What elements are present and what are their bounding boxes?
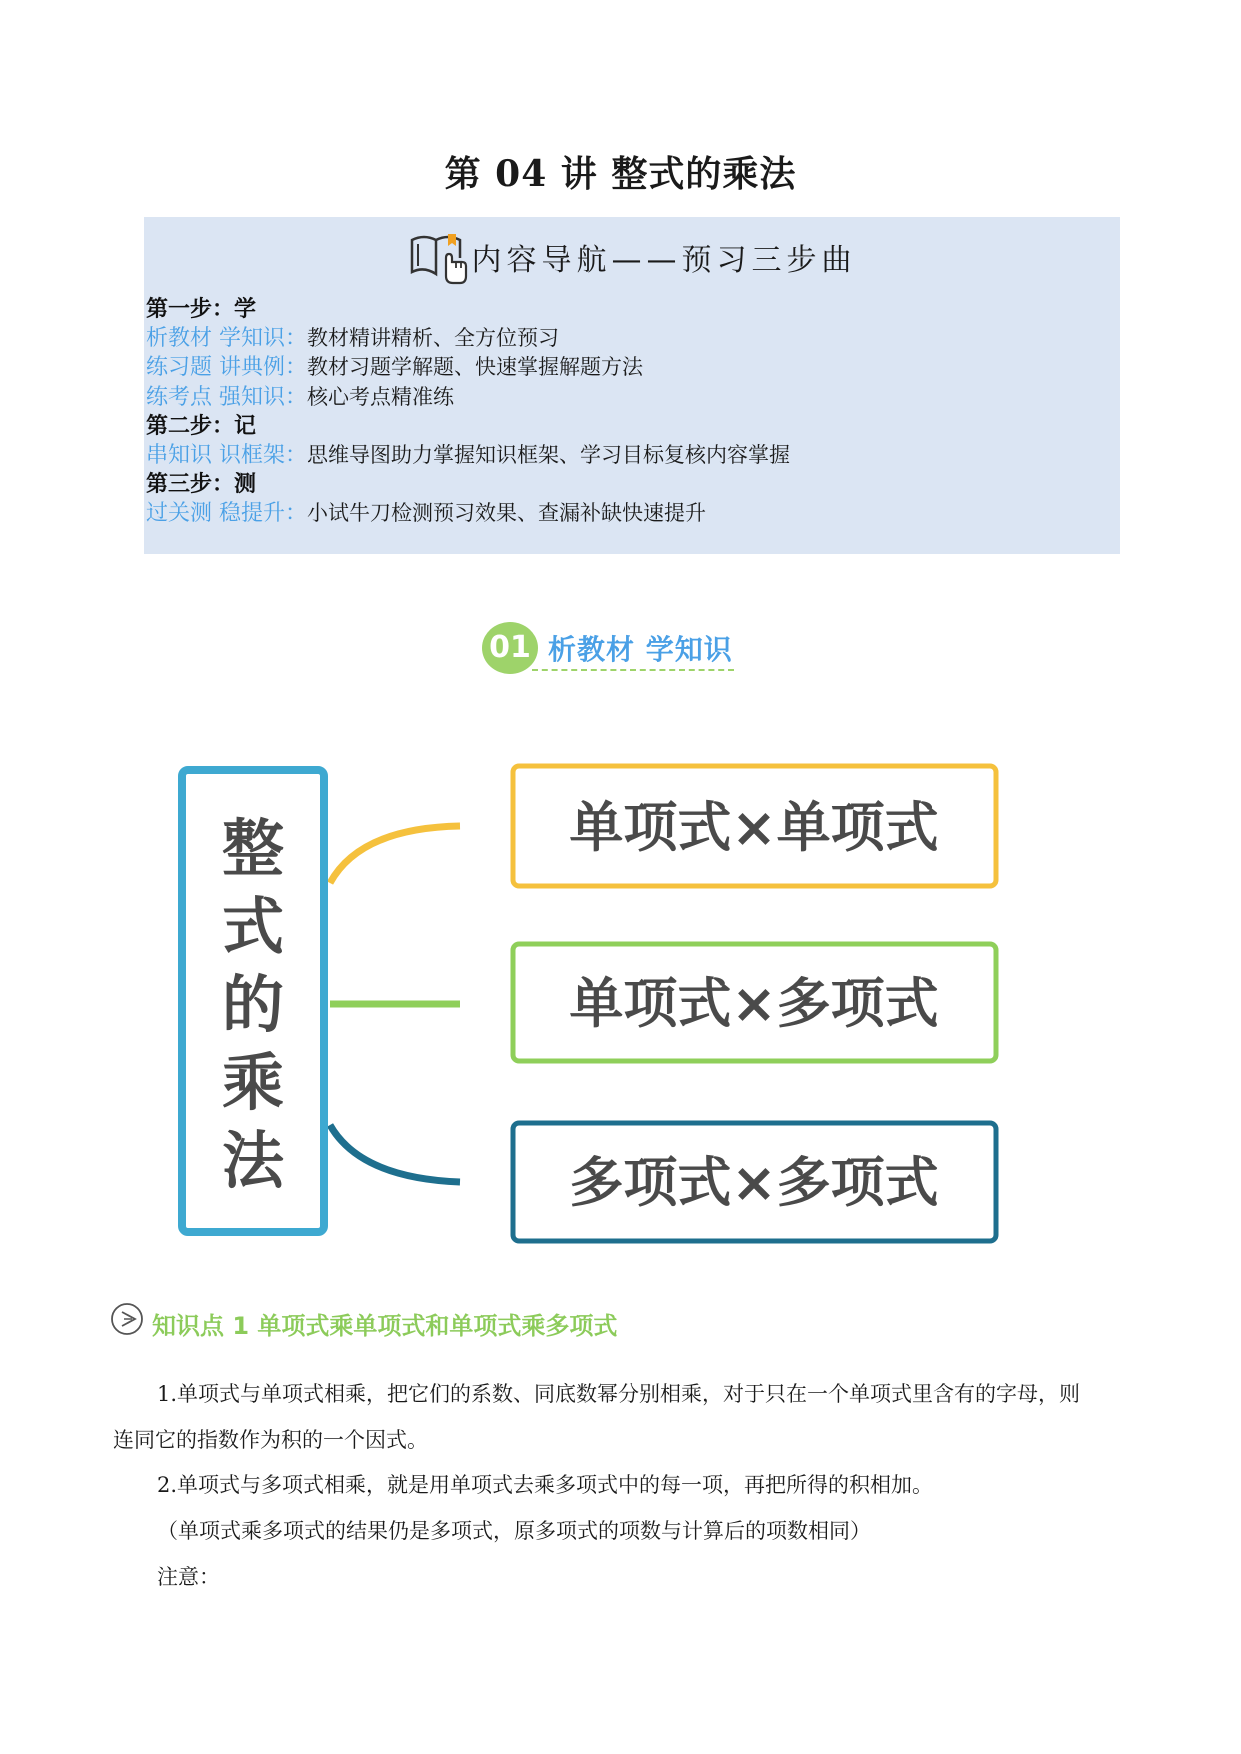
nav-row-desc: 核心考点精准练 <box>307 384 454 409</box>
root-char: 法 <box>221 1124 285 1197</box>
nav-lines <box>146 295 790 528</box>
knowledge-point-heading <box>110 1302 810 1342</box>
nav-row <box>146 324 790 354</box>
nav-header <box>144 229 1120 285</box>
nav-row-key: 练考点 强知识： <box>146 384 307 410</box>
body-paragraph: 1.单项式与单项式相乘，把它们的系数、同底数幂分别相乘，对于只在一个单项式里含有的字母，则 <box>157 1382 1081 1406</box>
play-circle-icon <box>110 1302 144 1336</box>
branch-label-1: 单项式×单项式 <box>569 796 939 859</box>
nav-row-desc: 教材精讲精析、全方位预习 <box>307 325 559 350</box>
nav-row <box>146 383 790 413</box>
nav-row <box>146 441 790 471</box>
connector-top <box>330 826 460 883</box>
nav-row-desc: 思维导图助力掌握知识框架、学习目标复核内容掌握 <box>307 442 790 467</box>
root-char: 式 <box>221 890 285 963</box>
nav-row <box>146 499 790 529</box>
knowledge-point-title: 知识点 1 单项式乘单项式和单项式乘多项式 <box>152 1312 618 1340</box>
nav-row-key: 过关测 稳提升： <box>146 500 307 526</box>
body-paragraph: 连同它的指数作为积的一个因式。 <box>113 1428 428 1452</box>
nav-row <box>146 353 790 383</box>
step-three-heading: 第三步：测 <box>146 471 257 497</box>
section-label: 析教材 学知识 <box>548 633 733 666</box>
step-two-heading: 第二步：记 <box>146 413 257 439</box>
root-char: 整 <box>221 812 285 885</box>
nav-row-key: 练习题 讲典例： <box>146 355 307 380</box>
branch-label-2: 单项式×多项式 <box>569 972 939 1035</box>
body-paragraph: 2.单项式与多项式相乘，就是用单项式去乘多项式中的每一项，再把所得的积相加。 <box>157 1473 934 1497</box>
nav-row-key: 析教材 学知识： <box>146 325 307 351</box>
nav-row-key: 串知识 识框架： <box>146 442 307 468</box>
section-number: 01 <box>482 622 538 674</box>
root-char: 乘 <box>221 1046 285 1119</box>
body-paragraph: 注意： <box>157 1565 220 1589</box>
content-navigation-box <box>144 217 1120 554</box>
mind-map <box>170 758 1010 1248</box>
section-badge <box>482 618 752 678</box>
book-pointer-icon <box>408 228 468 286</box>
root-char: 的 <box>221 968 285 1041</box>
nav-title: 内容导航——预习三步曲 <box>471 243 857 278</box>
connector-bottom <box>330 1125 460 1182</box>
nav-row-desc: 教材习题学解题、快速掌握解题方法 <box>307 355 643 379</box>
section-underline <box>532 669 734 671</box>
nav-row-desc: 小试牛刀检测预习效果、查漏补缺快速提升 <box>307 500 706 525</box>
body-paragraph: （单项式乘多项式的结果仍是多项式，原多项式的项数与计算后的项数相同） <box>157 1519 871 1543</box>
branch-label-3: 多项式×多项式 <box>569 1151 939 1214</box>
document-title: 第 04 讲 整式的乘法 <box>444 153 797 195</box>
step-one-heading: 第一步：学 <box>146 296 257 322</box>
